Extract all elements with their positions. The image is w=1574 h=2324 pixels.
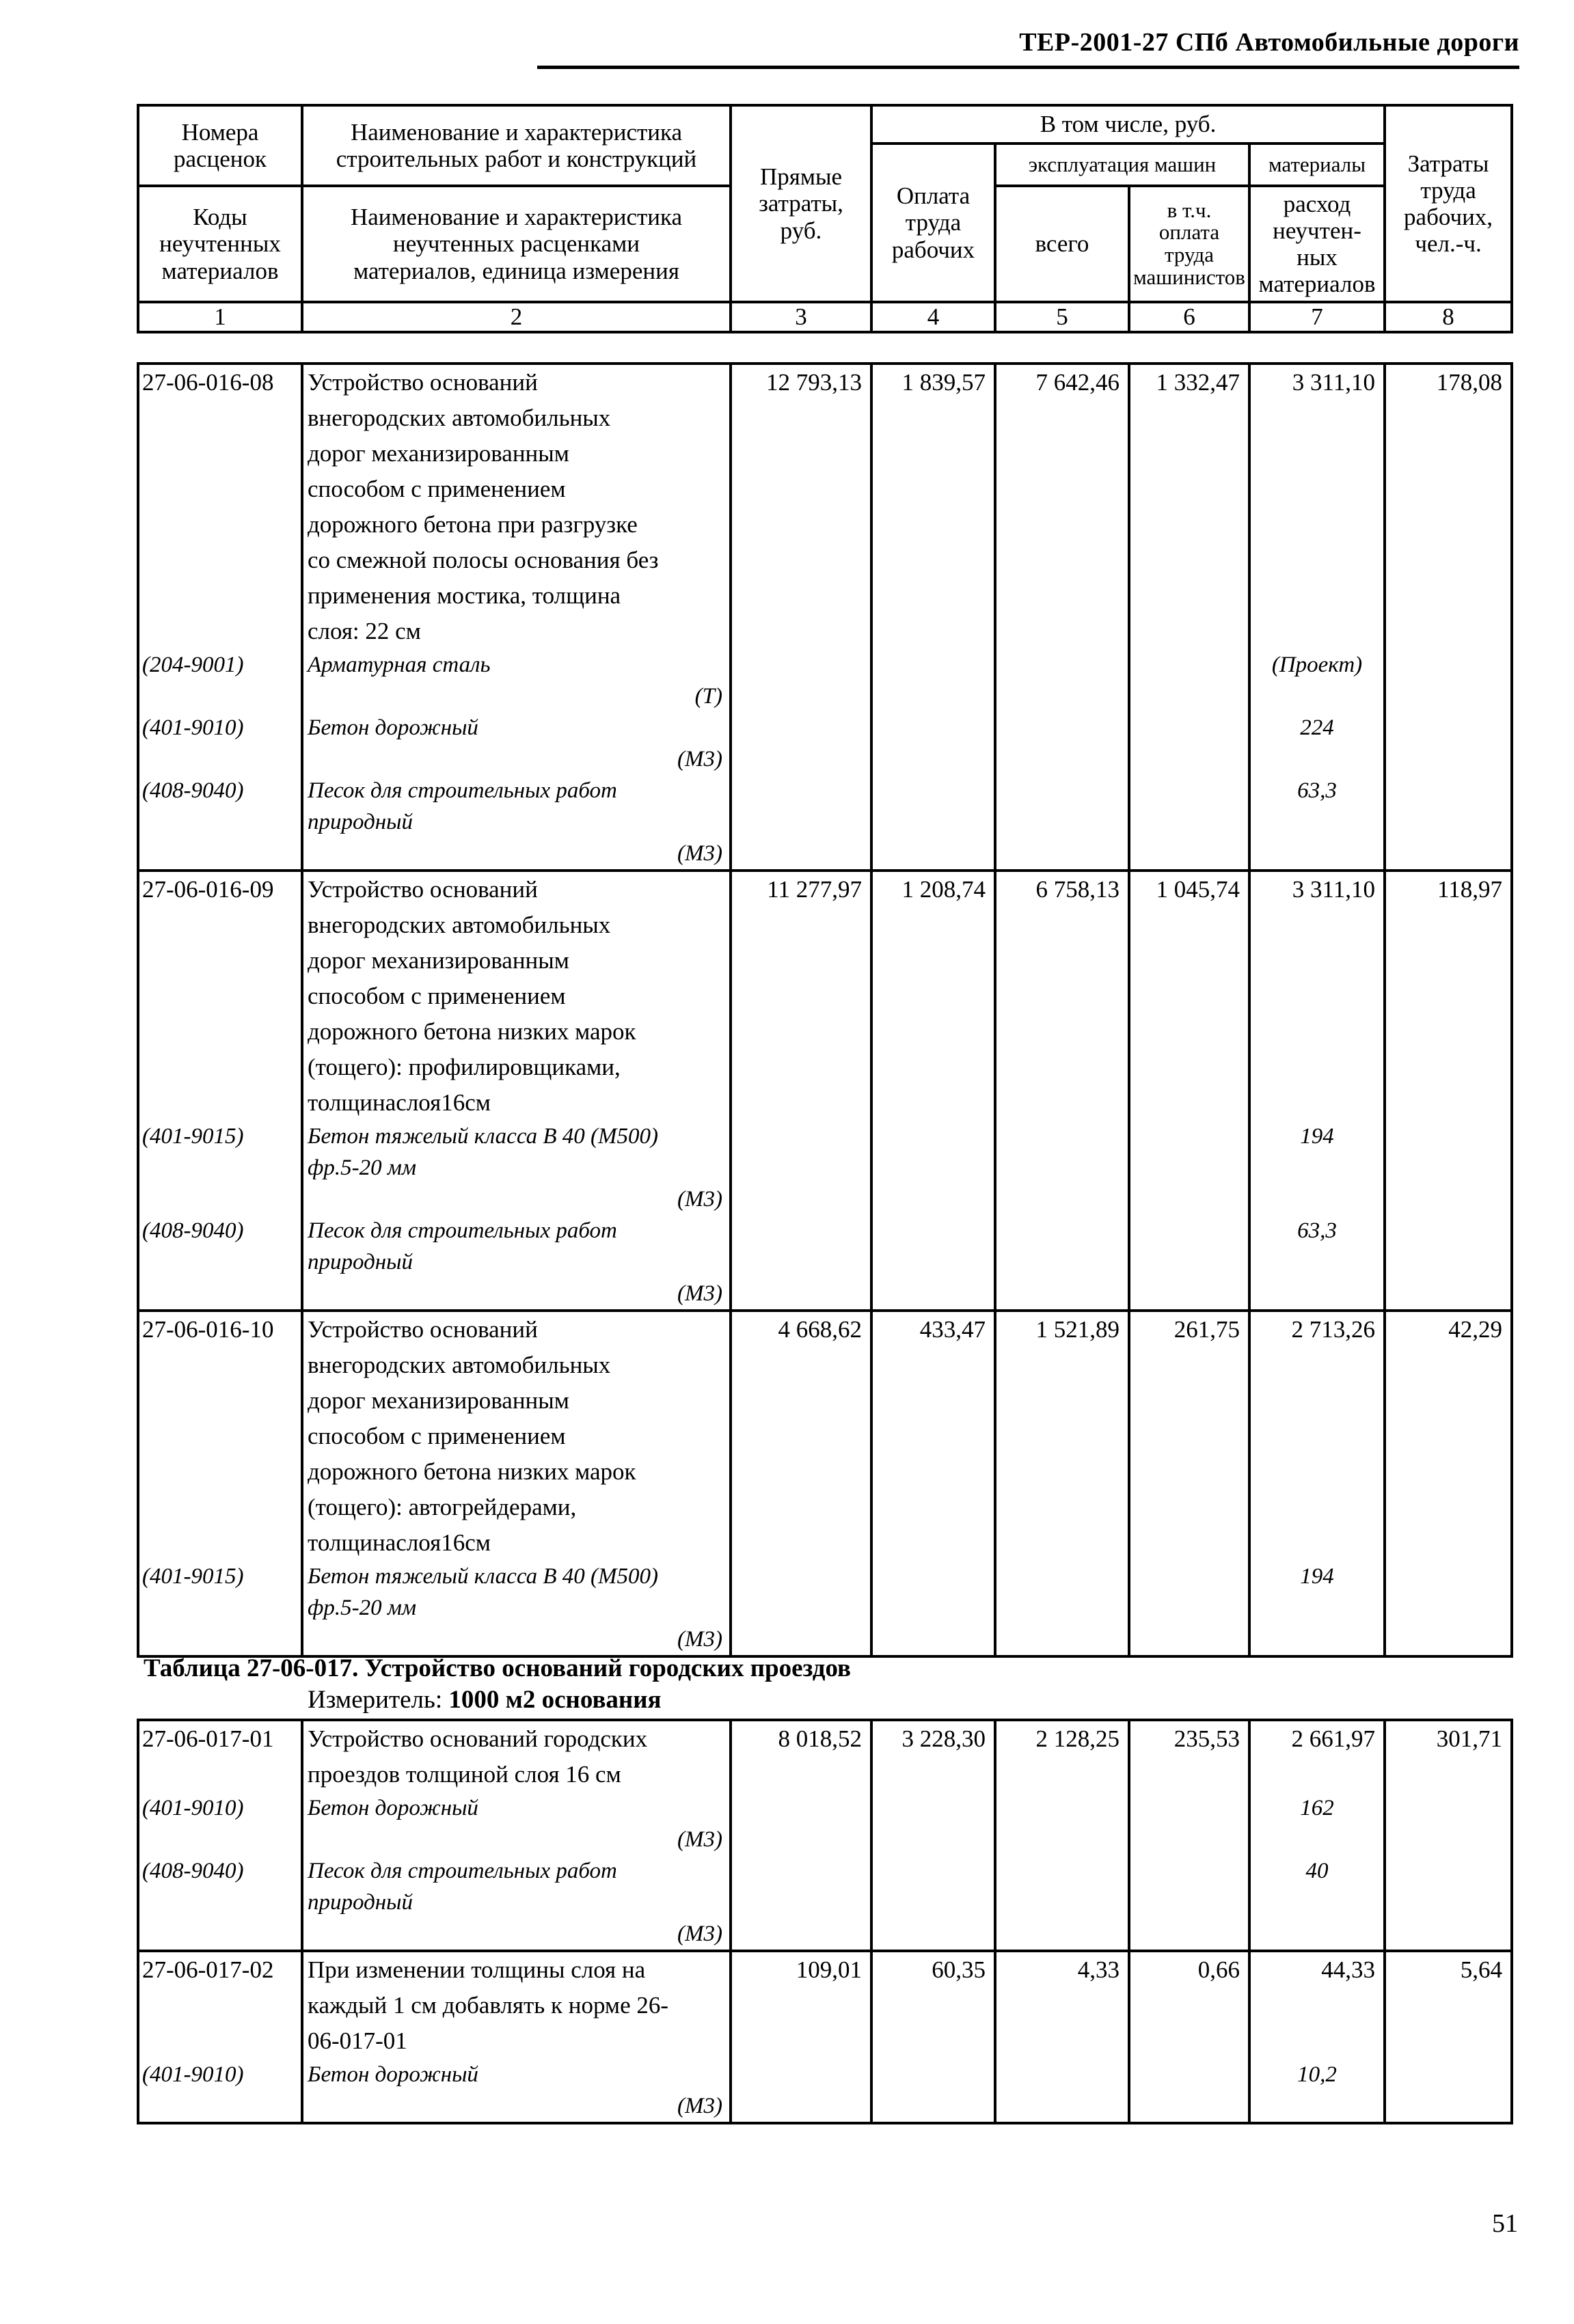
material-row — [138, 712, 1512, 775]
rate-code: 27-06-016-10 — [138, 1311, 302, 1561]
material-value-cell — [1249, 712, 1385, 775]
material-value-cell — [1249, 1215, 1385, 1311]
value-mach-labor: 235,53 — [1129, 1720, 1249, 1792]
value-mach-labor: 0,66 — [1129, 1951, 1249, 2059]
rate-name-line: дорожного бетона при разгрузке — [308, 511, 638, 538]
material-unit: (М3) — [677, 1922, 722, 1946]
empty-cell — [1129, 1215, 1249, 1311]
material-name-line: природный — [308, 1890, 413, 1915]
material-name-line: Бетон дорожный — [308, 715, 478, 740]
material-row — [138, 1215, 1512, 1311]
empty-cell — [1129, 649, 1249, 712]
col-number: 8 — [1385, 302, 1512, 332]
empty-cell — [1385, 2059, 1512, 2123]
material-name-line: фр.5-20 мм — [308, 1596, 417, 1620]
material-code: (204-9001) — [138, 649, 302, 712]
value-mach-total: 6 758,13 — [995, 871, 1129, 1121]
material-value-cell — [1249, 649, 1385, 712]
empty-cell — [1385, 1561, 1512, 1656]
empty-cell — [1385, 1121, 1512, 1215]
col2-bottom-header: Наименование и характеристика неучтенных расценками материалов, единица измерения — [302, 186, 731, 302]
rate-name — [302, 1951, 731, 2059]
col-number: 4 — [871, 302, 995, 332]
rate-name-line: Устройство оснований городских — [308, 1725, 648, 1752]
value-hours: 178,08 — [1385, 364, 1512, 649]
material-unit: (М3) — [677, 2094, 722, 2118]
material-name-cell — [302, 712, 731, 775]
rate-name-line: дорожного бетона низких марок — [308, 1018, 636, 1045]
material-row — [138, 649, 1512, 712]
value-mach-total: 1 521,89 — [995, 1311, 1129, 1561]
rate-name-line: толщинаслоя16см — [308, 1529, 491, 1556]
material-name-line: Бетон дорожный — [308, 1796, 478, 1820]
rate-name-line: проездов толщиной слоя 16 см — [308, 1761, 621, 1788]
material-row — [138, 775, 1512, 871]
empty-cell — [995, 712, 1129, 775]
material-name-cell — [302, 649, 731, 712]
value-materials: 2 713,26 — [1249, 1311, 1385, 1561]
material-name-line: Арматурная сталь — [308, 653, 491, 677]
empty-cell — [1385, 775, 1512, 871]
empty-cell — [995, 2059, 1129, 2123]
empty-cell — [731, 1215, 871, 1311]
value-labor: 3 228,30 — [871, 1720, 995, 1792]
empty-cell — [1129, 1792, 1249, 1855]
empty-cell — [1129, 1121, 1249, 1215]
rate-code: 27-06-016-08 — [138, 364, 302, 649]
material-name-line: фр.5-20 мм — [308, 1156, 417, 1180]
material-name-line: природный — [308, 1250, 413, 1274]
running-title: ТЕР-2001-27 СПб Автомобильные дороги — [1019, 28, 1519, 57]
rate-name-line: каждый 1 см добавлять к норме 26- — [308, 1992, 669, 2019]
value-direct: 4 668,62 — [731, 1311, 871, 1561]
value-mach-total: 7 642,46 — [995, 364, 1129, 649]
col7-header: расход неучтен- ных материалов — [1249, 186, 1385, 302]
empty-cell — [871, 775, 995, 871]
title-rule — [537, 66, 1519, 69]
material-value: 63,3 — [1297, 1218, 1337, 1243]
material-name-line: Бетон тяжелый класса В 40 (М500) — [308, 1124, 658, 1149]
rate-name-line: Устройство оснований — [308, 1316, 538, 1343]
material-row — [138, 2059, 1512, 2123]
rate-name-line: внегородских автомобильных — [308, 1352, 611, 1378]
rate-name-line: дорог механизированным — [308, 440, 569, 467]
material-value: 224 — [1300, 715, 1334, 740]
empty-cell — [995, 1792, 1129, 1855]
value-mach-labor: 261,75 — [1129, 1311, 1249, 1561]
empty-cell — [731, 1855, 871, 1951]
measure-line: Измеритель: 1000 м2 основания — [308, 1686, 662, 1714]
empty-cell — [1129, 775, 1249, 871]
rate-name-line: (тощего): профилировщиками, — [308, 1054, 621, 1080]
material-name-cell — [302, 1215, 731, 1311]
value-hours: 301,71 — [1385, 1720, 1512, 1792]
empty-cell — [731, 775, 871, 871]
rate-name-line: При изменении толщины слоя на — [308, 1956, 646, 1983]
empty-cell — [871, 1792, 995, 1855]
col-number: 6 — [1129, 302, 1249, 332]
col6-header: в т.ч. оплата труда машинистов — [1129, 186, 1249, 302]
rate-name-line: способом с применением — [308, 476, 566, 502]
section-title: Таблица 27-06-017. Устройство оснований городских проездов — [144, 1654, 852, 1682]
value-materials: 3 311,10 — [1249, 364, 1385, 649]
value-materials: 3 311,10 — [1249, 871, 1385, 1121]
col1-bottom-header: Коды неучтенных материалов — [138, 186, 302, 302]
page-number: 51 — [1492, 2209, 1518, 2238]
column-header-table — [137, 104, 1513, 333]
value-mach-total: 4,33 — [995, 1951, 1129, 2059]
empty-cell — [1129, 2059, 1249, 2123]
col-number: 1 — [138, 302, 302, 332]
material-name-line: Песок для строительных работ — [308, 1859, 617, 1883]
rate-row — [138, 1951, 1512, 2059]
empty-cell — [871, 2059, 995, 2123]
material-unit: (М3) — [677, 1627, 722, 1652]
value-labor: 1 208,74 — [871, 871, 995, 1121]
col-number: 3 — [731, 302, 871, 332]
col8-header: Затраты труда рабочих, чел.-ч. — [1385, 105, 1512, 302]
material-value: 162 — [1300, 1796, 1334, 1820]
material-name-cell — [302, 775, 731, 871]
material-name-line: Бетон тяжелый класса В 40 (М500) — [308, 1564, 658, 1589]
material-value-cell — [1249, 1855, 1385, 1951]
rate-name-line: дорог механизированным — [308, 947, 569, 974]
rate-code: 27-06-016-09 — [138, 871, 302, 1121]
material-code: (401-9010) — [138, 1792, 302, 1855]
rate-name-line: применения мостика, толщина — [308, 582, 621, 609]
rate-row — [138, 871, 1512, 1121]
value-direct: 109,01 — [731, 1951, 871, 2059]
material-code: (408-9040) — [138, 1855, 302, 1951]
value-materials: 2 661,97 — [1249, 1720, 1385, 1792]
empty-cell — [995, 1215, 1129, 1311]
col1-top-header: Номера расценок — [138, 105, 302, 186]
empty-cell — [871, 712, 995, 775]
material-unit: (М3) — [677, 1281, 722, 1306]
empty-cell — [1385, 1792, 1512, 1855]
material-code: (401-9010) — [138, 712, 302, 775]
material-name-cell — [302, 1121, 731, 1215]
material-value-cell — [1249, 775, 1385, 871]
rate-name — [302, 1311, 731, 1561]
material-name-line: Песок для строительных работ — [308, 778, 617, 803]
material-code: (408-9040) — [138, 775, 302, 871]
empty-cell — [995, 1121, 1129, 1215]
material-name-line: Бетон дорожный — [308, 2062, 478, 2087]
col-number: 2 — [302, 302, 731, 332]
empty-cell — [1129, 1561, 1249, 1656]
material-unit: (М3) — [677, 841, 722, 866]
col2-top-header: Наименование и характеристика строительных работ и конструкций — [302, 105, 731, 186]
material-name-cell — [302, 1561, 731, 1656]
rate-row — [138, 1311, 1512, 1561]
material-name-cell — [302, 2059, 731, 2123]
rate-name-line: 06-017-01 — [308, 2027, 407, 2054]
empty-cell — [871, 649, 995, 712]
empty-cell — [1385, 712, 1512, 775]
material-value: 194 — [1300, 1564, 1334, 1589]
material-value: 10,2 — [1297, 2062, 1337, 2087]
material-code: (408-9040) — [138, 1215, 302, 1311]
material-code: (401-9015) — [138, 1561, 302, 1656]
empty-cell — [995, 1561, 1129, 1656]
rate-row — [138, 1720, 1512, 1792]
material-value-cell — [1249, 1561, 1385, 1656]
empty-cell — [1129, 712, 1249, 775]
value-labor: 1 839,57 — [871, 364, 995, 649]
material-value: (Проект) — [1271, 653, 1363, 677]
empty-cell — [731, 2059, 871, 2123]
empty-cell — [995, 1855, 1129, 1951]
incl-header: В том числе, руб. — [871, 105, 1385, 143]
empty-cell — [1385, 1855, 1512, 1951]
material-row — [138, 1855, 1512, 1951]
rate-name-line: Устройство оснований — [308, 369, 538, 396]
rate-name — [302, 1720, 731, 1792]
value-direct: 11 277,97 — [731, 871, 871, 1121]
value-direct: 8 018,52 — [731, 1720, 871, 1792]
rate-name-line: со смежной полосы основания без — [308, 547, 659, 573]
material-row — [138, 1561, 1512, 1656]
value-hours: 5,64 — [1385, 1951, 1512, 2059]
empty-cell — [731, 649, 871, 712]
empty-cell — [731, 1792, 871, 1855]
col-number: 7 — [1249, 302, 1385, 332]
rate-name-line: Устройство оснований — [308, 876, 538, 903]
value-materials: 44,33 — [1249, 1951, 1385, 2059]
value-hours: 42,29 — [1385, 1311, 1512, 1561]
empty-cell — [871, 1215, 995, 1311]
rate-name-line: внегородских автомобильных — [308, 912, 611, 938]
empty-cell — [731, 1561, 871, 1656]
material-value-cell — [1249, 1121, 1385, 1215]
rate-name-line: способом с применением — [308, 1423, 566, 1449]
material-value: 40 — [1305, 1859, 1329, 1883]
empty-cell — [871, 1121, 995, 1215]
col-number: 5 — [995, 302, 1129, 332]
rate-row — [138, 364, 1512, 649]
empty-cell — [731, 1121, 871, 1215]
value-mach-total: 2 128,25 — [995, 1720, 1129, 1792]
empty-cell — [995, 775, 1129, 871]
material-unit: (М3) — [677, 747, 722, 771]
rate-name — [302, 364, 731, 649]
rates-table-016 — [137, 362, 1513, 1658]
material-name-line: природный — [308, 810, 413, 834]
empty-cell — [1129, 1855, 1249, 1951]
rate-name-line: внегородских автомобильных — [308, 405, 611, 431]
rate-name-line: дорог механизированным — [308, 1387, 569, 1414]
rate-name-line: способом с применением — [308, 983, 566, 1009]
empty-cell — [871, 1561, 995, 1656]
value-hours: 118,97 — [1385, 871, 1512, 1121]
value-labor: 60,35 — [871, 1951, 995, 2059]
material-row — [138, 1121, 1512, 1215]
rates-table-017 — [137, 1719, 1513, 2124]
material-name-cell — [302, 1855, 731, 1951]
material-code: (401-9015) — [138, 1121, 302, 1215]
rate-name-line: дорожного бетона низких марок — [308, 1458, 636, 1485]
empty-cell — [871, 1855, 995, 1951]
material-value: 194 — [1300, 1124, 1334, 1149]
material-name-line: Песок для строительных работ — [308, 1218, 617, 1243]
material-value: 63,3 — [1297, 778, 1337, 803]
rate-name-line: слоя: 22 см — [308, 618, 421, 644]
value-mach-labor: 1 332,47 — [1129, 364, 1249, 649]
material-unit: (М3) — [677, 1827, 722, 1852]
rate-code: 27-06-017-01 — [138, 1720, 302, 1792]
rate-code: 27-06-017-02 — [138, 1951, 302, 2059]
material-code: (401-9010) — [138, 2059, 302, 2123]
rate-name-line: толщинаслоя16см — [308, 1089, 491, 1116]
material-name-cell — [302, 1792, 731, 1855]
material-value-cell — [1249, 2059, 1385, 2123]
material-value-cell — [1249, 1792, 1385, 1855]
value-labor: 433,47 — [871, 1311, 995, 1561]
material-row — [138, 1792, 1512, 1855]
materials-header: материалы — [1249, 143, 1385, 186]
rate-name — [302, 871, 731, 1121]
empty-cell — [1385, 649, 1512, 712]
col4-header: Оплата труда рабочих — [871, 143, 995, 302]
col3-header: Прямые затраты, руб. — [731, 105, 871, 302]
empty-cell — [995, 649, 1129, 712]
machines-header: эксплуатация машин — [995, 143, 1249, 186]
material-unit: (М3) — [677, 1187, 722, 1212]
value-mach-labor: 1 045,74 — [1129, 871, 1249, 1121]
rate-name-line: (тощего): автогрейдерами, — [308, 1494, 577, 1520]
value-direct: 12 793,13 — [731, 364, 871, 649]
col5-header: всего — [995, 186, 1129, 302]
empty-cell — [1385, 1215, 1512, 1311]
empty-cell — [731, 712, 871, 775]
material-unit: (Т) — [694, 684, 722, 709]
